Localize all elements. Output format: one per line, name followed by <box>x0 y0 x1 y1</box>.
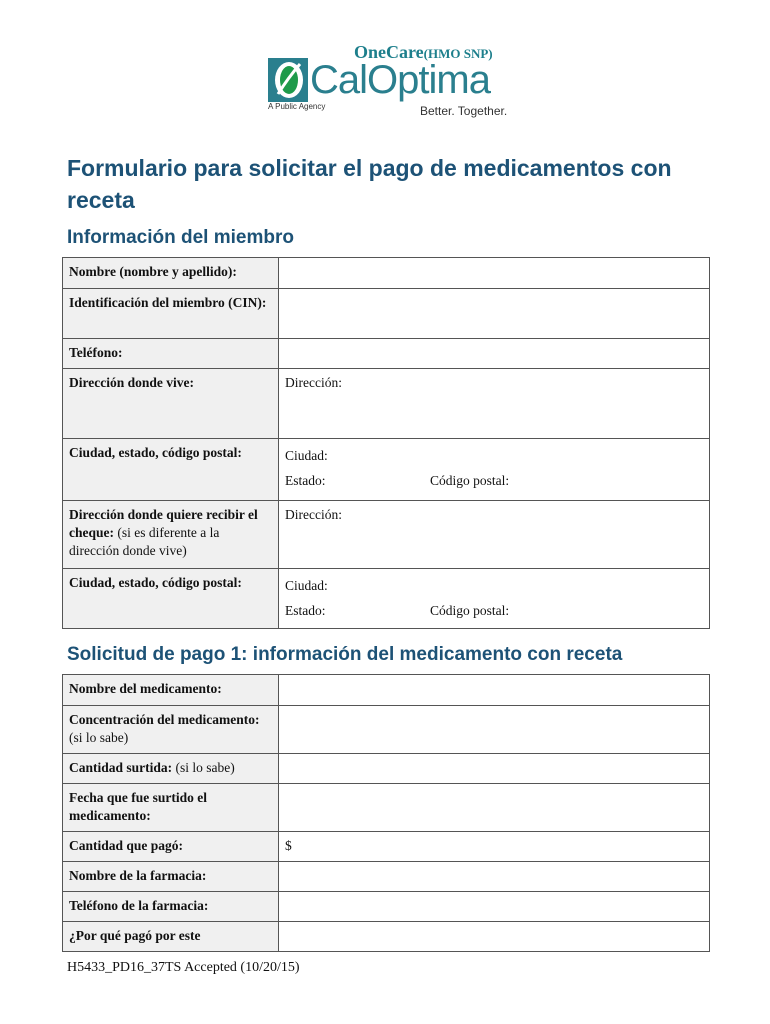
caloptima-wordmark: CalOptima <box>310 58 490 102</box>
check-city-field[interactable] <box>279 569 710 629</box>
section-member-info-heading: Información del miembro <box>67 227 294 248</box>
home-address-field[interactable] <box>279 369 710 439</box>
row-quantity <box>63 754 710 784</box>
home-state-zip-line <box>285 472 703 490</box>
why-paid-label: ¿Por qué pagó por este <box>63 922 279 952</box>
drug-name-label: Nombre del medicamento: <box>63 675 279 706</box>
home-address-value-label: Dirección: <box>285 375 342 390</box>
check-state-value-label: Estado: <box>285 603 326 618</box>
pharmacy-name-label: Nombre de la farmacia: <box>63 862 279 892</box>
check-address-field[interactable] <box>279 501 710 569</box>
row-why-paid <box>63 922 710 952</box>
plan-type: (HMO SNP) <box>423 46 493 61</box>
strength-label <box>63 706 279 754</box>
row-strength <box>63 706 710 754</box>
tagline: Better. Together. <box>420 104 508 118</box>
amount-paid-label: Cantidad que pagó: <box>63 832 279 862</box>
check-state-zip-line <box>285 602 703 620</box>
check-address-label-note: (si es diferente a la dirección donde vive) <box>69 525 220 558</box>
check-address-label-bold: Dirección donde quiere recibir el cheque: <box>69 507 258 540</box>
section-payment-request-heading: Solicitud de pago 1: información del medicamento con receta <box>67 644 623 665</box>
row-drug-name <box>63 675 710 706</box>
row-home-address <box>63 369 710 439</box>
member-id-field[interactable] <box>279 289 710 339</box>
quantity-label-note: (si lo sabe) <box>172 760 235 775</box>
drug-info-table <box>62 674 710 952</box>
phone-field[interactable] <box>279 339 710 369</box>
quantity-label <box>63 754 279 784</box>
pharmacy-phone-label: Teléfono de la farmacia: <box>63 892 279 922</box>
strength-field[interactable] <box>279 706 710 754</box>
home-city-label: Ciudad, estado, código postal: <box>63 439 279 501</box>
footer-code: H5433_PD16_37TS Accepted (10/20/15) <box>67 960 300 975</box>
home-zip-value-label: Código postal: <box>430 473 510 488</box>
quantity-field[interactable] <box>279 754 710 784</box>
why-paid-field[interactable] <box>279 922 710 952</box>
row-check-address <box>63 501 710 569</box>
check-city-value-label: Ciudad: <box>285 578 328 593</box>
check-city-line <box>285 577 703 595</box>
fill-date-label: Fecha que fue surtido el medicamento: <box>63 784 279 832</box>
check-address-label <box>63 501 279 569</box>
home-city-line <box>285 447 703 465</box>
row-pharmacy-name <box>63 862 710 892</box>
check-city-label: Ciudad, estado, código postal: <box>63 569 279 629</box>
form-title: Formulario para solicitar el pago de medicamentos con receta <box>67 155 672 213</box>
row-pharmacy-phone <box>63 892 710 922</box>
home-address-label: Dirección donde vive: <box>63 369 279 439</box>
pharmacy-name-field[interactable] <box>279 862 710 892</box>
caloptima-emblem-icon <box>268 58 308 102</box>
amount-paid-field[interactable] <box>279 832 710 862</box>
fill-date-field[interactable] <box>279 784 710 832</box>
caloptima-logo <box>266 42 516 122</box>
quantity-label-bold: Cantidad surtida: <box>69 760 173 775</box>
onecare-text: OneCare <box>354 42 424 62</box>
row-check-city <box>63 569 710 629</box>
check-address-value-label: Dirección: <box>285 507 342 522</box>
phone-label: Teléfono: <box>63 339 279 369</box>
home-city-field[interactable] <box>279 439 710 501</box>
strength-label-note: (si lo sabe) <box>69 730 129 745</box>
name-label: Nombre (nombre y apellido): <box>63 258 279 289</box>
row-fill-date <box>63 784 710 832</box>
amount-paid-prefix: $ <box>285 838 292 853</box>
row-name <box>63 258 710 289</box>
row-amount-paid <box>63 832 710 862</box>
check-zip-value-label: Código postal: <box>430 603 510 618</box>
row-home-city <box>63 439 710 501</box>
row-phone <box>63 339 710 369</box>
pharmacy-phone-field[interactable] <box>279 892 710 922</box>
drug-name-field[interactable] <box>279 675 710 706</box>
member-id-label: Identificación del miembro (CIN): <box>63 289 279 339</box>
member-info-table <box>62 257 710 629</box>
strength-label-bold: Concentración del medicamento: <box>69 712 260 727</box>
home-state-value-label: Estado: <box>285 473 326 488</box>
agency-caption: A Public Agency <box>268 102 326 111</box>
name-field[interactable] <box>279 258 710 289</box>
home-city-value-label: Ciudad: <box>285 448 328 463</box>
row-member-id <box>63 289 710 339</box>
